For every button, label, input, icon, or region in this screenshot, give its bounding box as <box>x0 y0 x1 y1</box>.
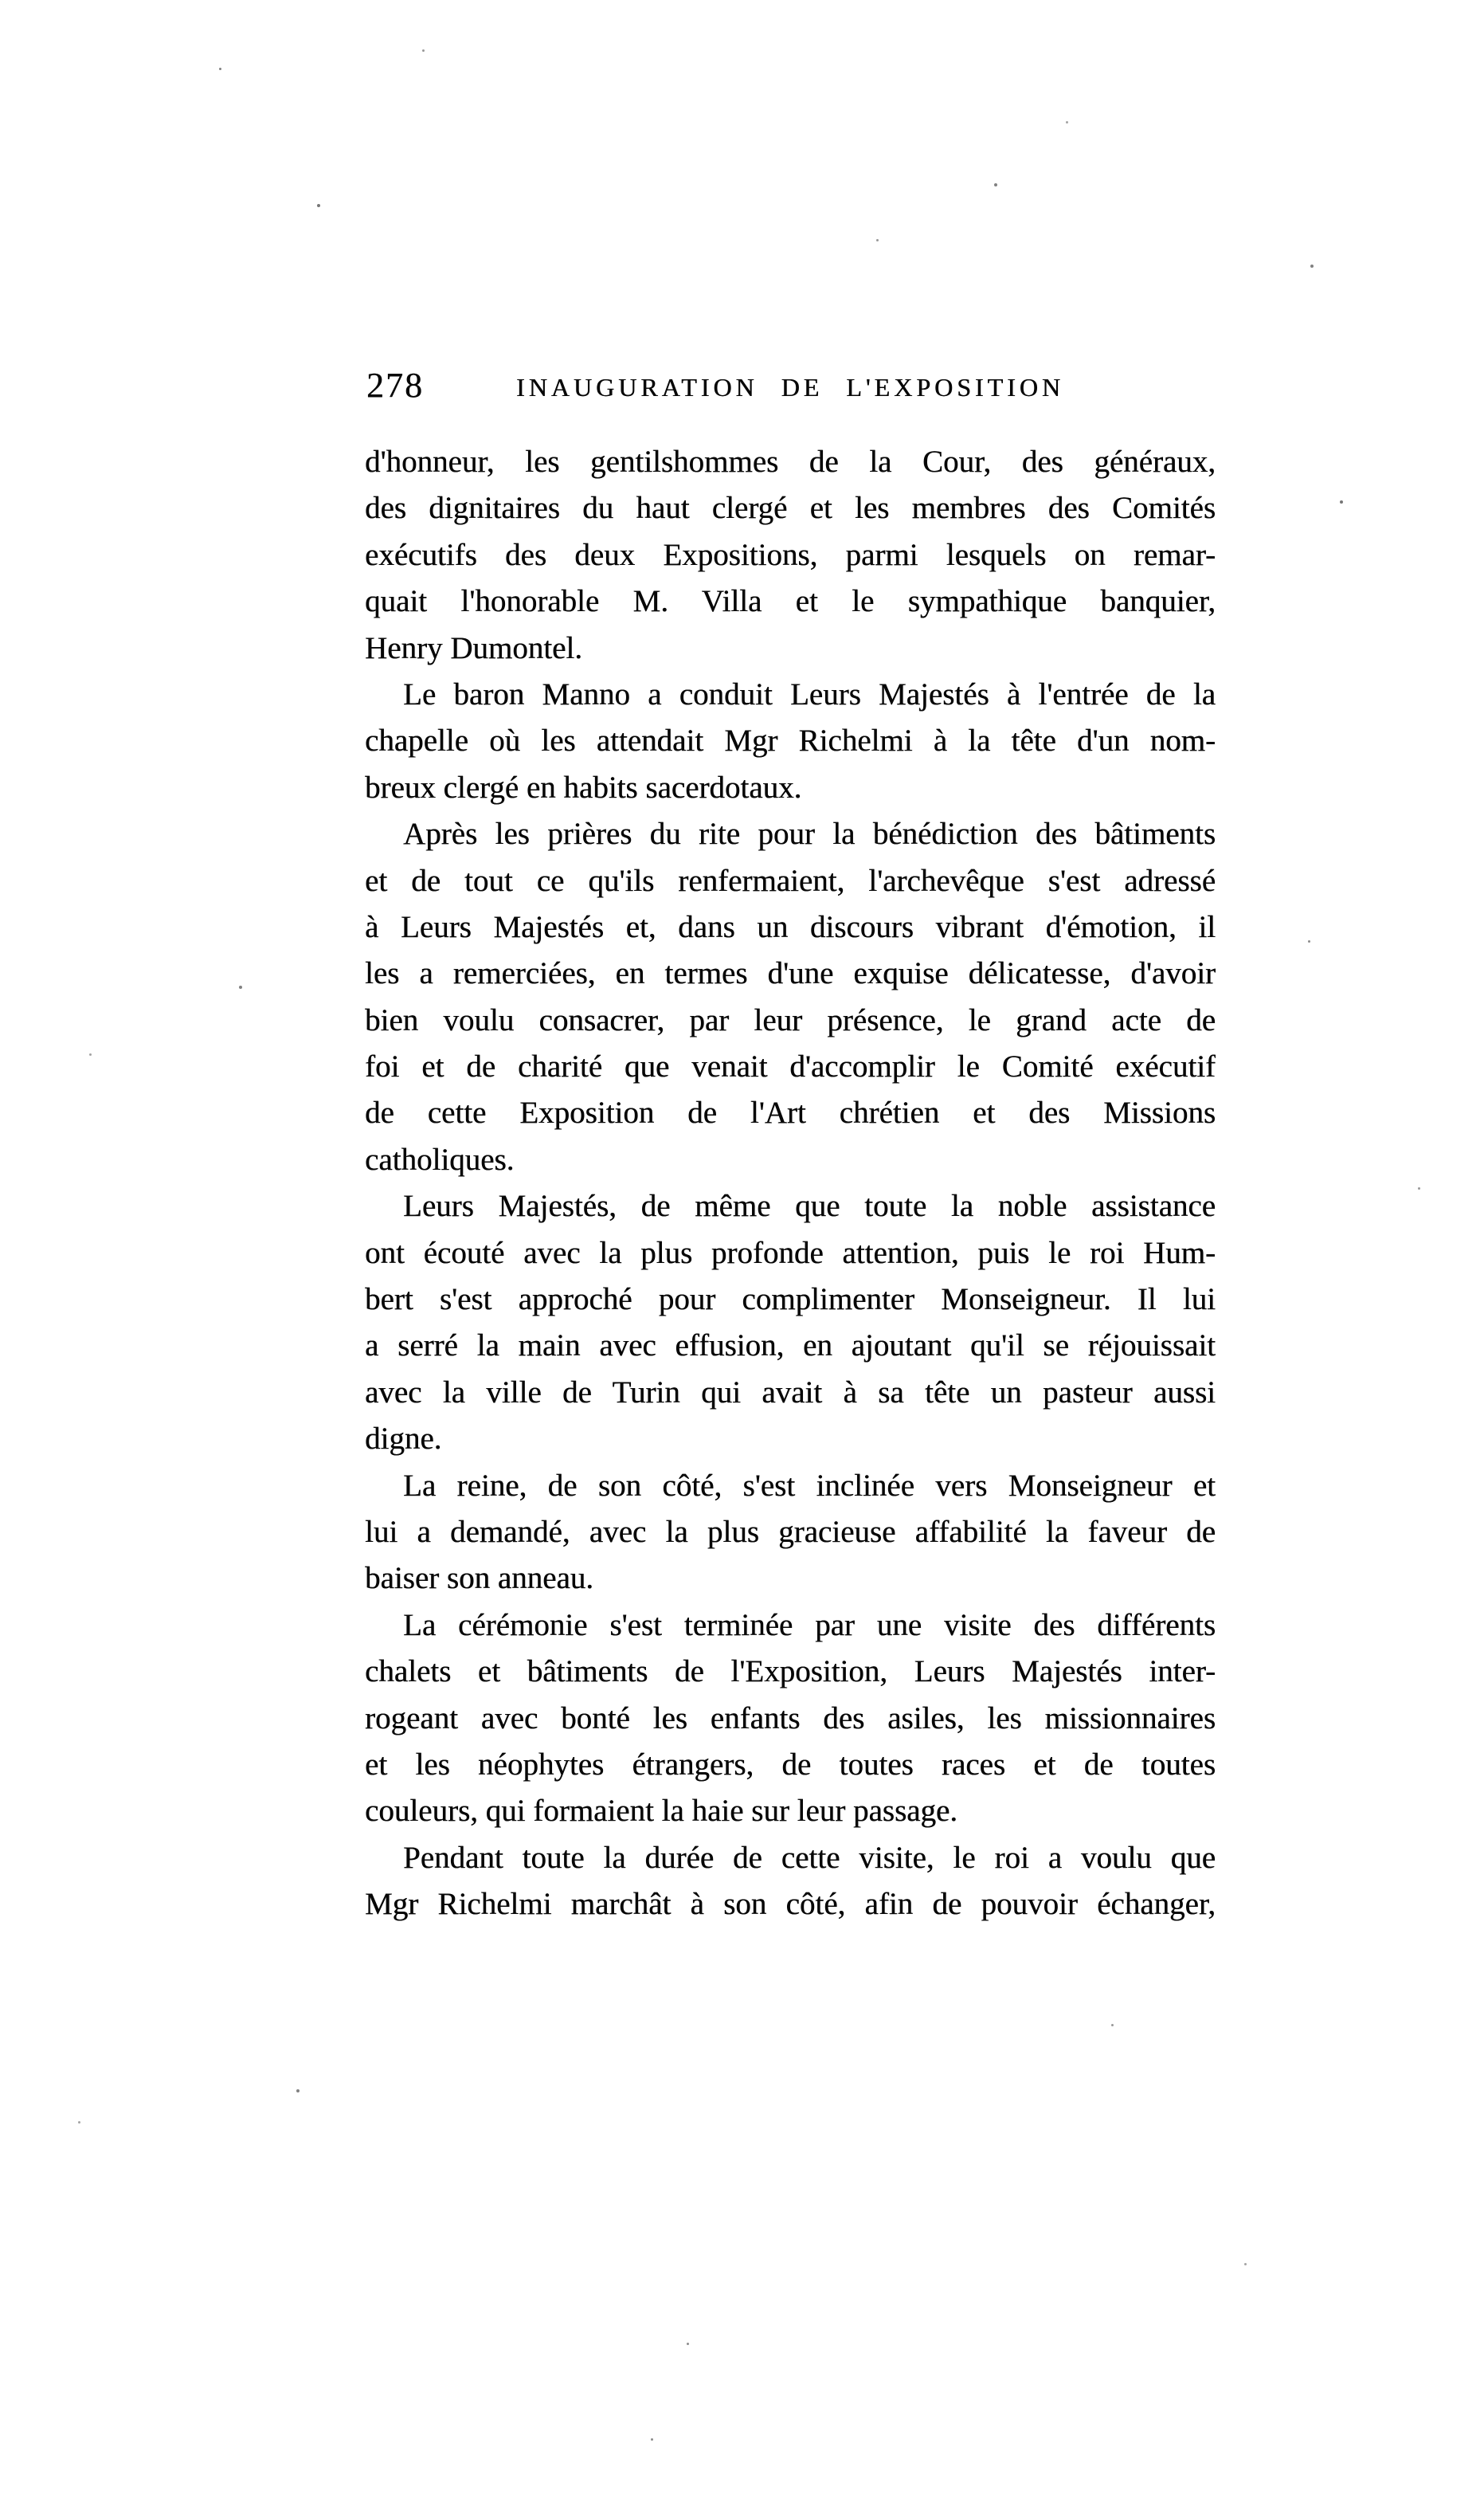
body-text <box>365 439 1216 1928</box>
text-line: de cette Exposition de l'Art chrétien et des Missions <box>365 1096 1216 1131</box>
scan-speck <box>89 1053 92 1056</box>
paragraph <box>365 439 1216 672</box>
text-line: a serré la main avec effusion, en ajoutant qu'il se réjouissait <box>365 1328 1216 1363</box>
text-line: et les néophytes étrangers, de toutes races et de toutes <box>365 1747 1216 1782</box>
running-title: INAUGURATION DE L'EXPOSITION <box>516 373 1064 402</box>
scan-speck <box>1244 2263 1247 2265</box>
scan-speck <box>78 2121 80 2124</box>
text-line: Le baron Manno a conduit Leurs Majestés à l'entrée de la <box>403 677 1216 712</box>
text-line: quait l'honorable M. Villa et le sympathique banquier, <box>365 584 1216 619</box>
text-line: bien voulu consacrer, par leur présence, le grand acte de <box>365 1002 1216 1037</box>
paragraph <box>365 811 1216 1183</box>
scan-speck <box>219 68 221 70</box>
scan-speck <box>687 2343 689 2345</box>
scan-speck <box>317 204 320 207</box>
scan-speck <box>994 183 997 186</box>
text-line: chalets et bâtiments de l'Exposition, Leurs Majestés inter- <box>365 1654 1216 1689</box>
text-line: ont écouté avec la plus profonde attention, puis le roi Hum- <box>365 1235 1216 1270</box>
text-line: La reine, de son côté, s'est inclinée vers Monseigneur et <box>403 1468 1216 1503</box>
text-line: breux clergé en habits sacerdotaux. <box>365 770 802 805</box>
paragraph <box>365 1183 1216 1462</box>
page-header <box>365 365 1216 410</box>
scan-speck <box>1111 2024 1114 2026</box>
text-line: Après les prières du rite pour la bénédiction des bâtiments <box>403 817 1216 852</box>
scan-speck <box>1066 121 1068 124</box>
text-line: les a remerciées, en termes d'une exquise délicatesse, d'avoir <box>365 956 1216 991</box>
text-line: Pendant toute la durée de cette visite, le roi a voulu que <box>403 1840 1216 1875</box>
text-line: avec la ville de Turin qui avait à sa tête un pasteur aussi <box>365 1375 1216 1410</box>
scan-speck <box>876 239 879 241</box>
scan-speck <box>239 986 242 989</box>
text-line: catholiques. <box>365 1142 515 1177</box>
text-line: La cérémonie s'est terminée par une visite des différents <box>403 1607 1216 1642</box>
text-line: à Leurs Majestés et, dans un discours vibrant d'émotion, il <box>365 909 1216 944</box>
paragraph <box>365 1602 1216 1835</box>
paragraph <box>365 1463 1216 1602</box>
scan-speck <box>1340 500 1343 504</box>
text-line: d'honneur, les gentilshommes de la Cour, des généraux, <box>365 445 1216 479</box>
text-line: Henry Dumontel. <box>365 630 582 665</box>
scan-speck <box>422 49 425 52</box>
text-line: digne. <box>365 1422 442 1457</box>
page-number: 278 <box>366 366 424 405</box>
paragraph <box>365 1835 1216 1928</box>
text-line: lui a demandé, avec la plus gracieuse affabilité la faveur de <box>365 1514 1216 1549</box>
text-line: et de tout ce qu'ils renfermaient, l'archevêque s'est adressé <box>365 863 1216 898</box>
text-line: foi et de charité que venait d'accomplir le Comité exécutif <box>365 1049 1216 1084</box>
text-line: rogeant avec bonté les enfants des asiles, les missionnaires <box>365 1700 1216 1735</box>
text-line: baiser son anneau. <box>365 1561 593 1596</box>
scan-speck <box>296 2089 300 2092</box>
paragraph <box>365 672 1216 811</box>
scan-speck <box>1310 265 1314 268</box>
text-line: couleurs, qui formaient la haie sur leur passage. <box>365 1794 957 1829</box>
text-line: Leurs Majestés, de même que toute la noble assistance <box>403 1189 1216 1224</box>
text-line: chapelle où les attendait Mgr Richelmi à la tête d'un nom- <box>365 724 1216 759</box>
scan-speck <box>1418 1187 1420 1190</box>
text-line: des dignitaires du haut clergé et les membres des Comités <box>365 491 1216 526</box>
scan-speck <box>651 2438 653 2441</box>
text-line: Mgr Richelmi marchât à son côté, afin de pouvoir échanger, <box>365 1887 1216 1922</box>
text-line: bert s'est approché pour complimenter Monseigneur. Il lui <box>365 1282 1216 1317</box>
text-line: exécutifs des deux Expositions, parmi lesquels on remar- <box>365 537 1216 572</box>
scan-speck <box>1308 940 1310 943</box>
